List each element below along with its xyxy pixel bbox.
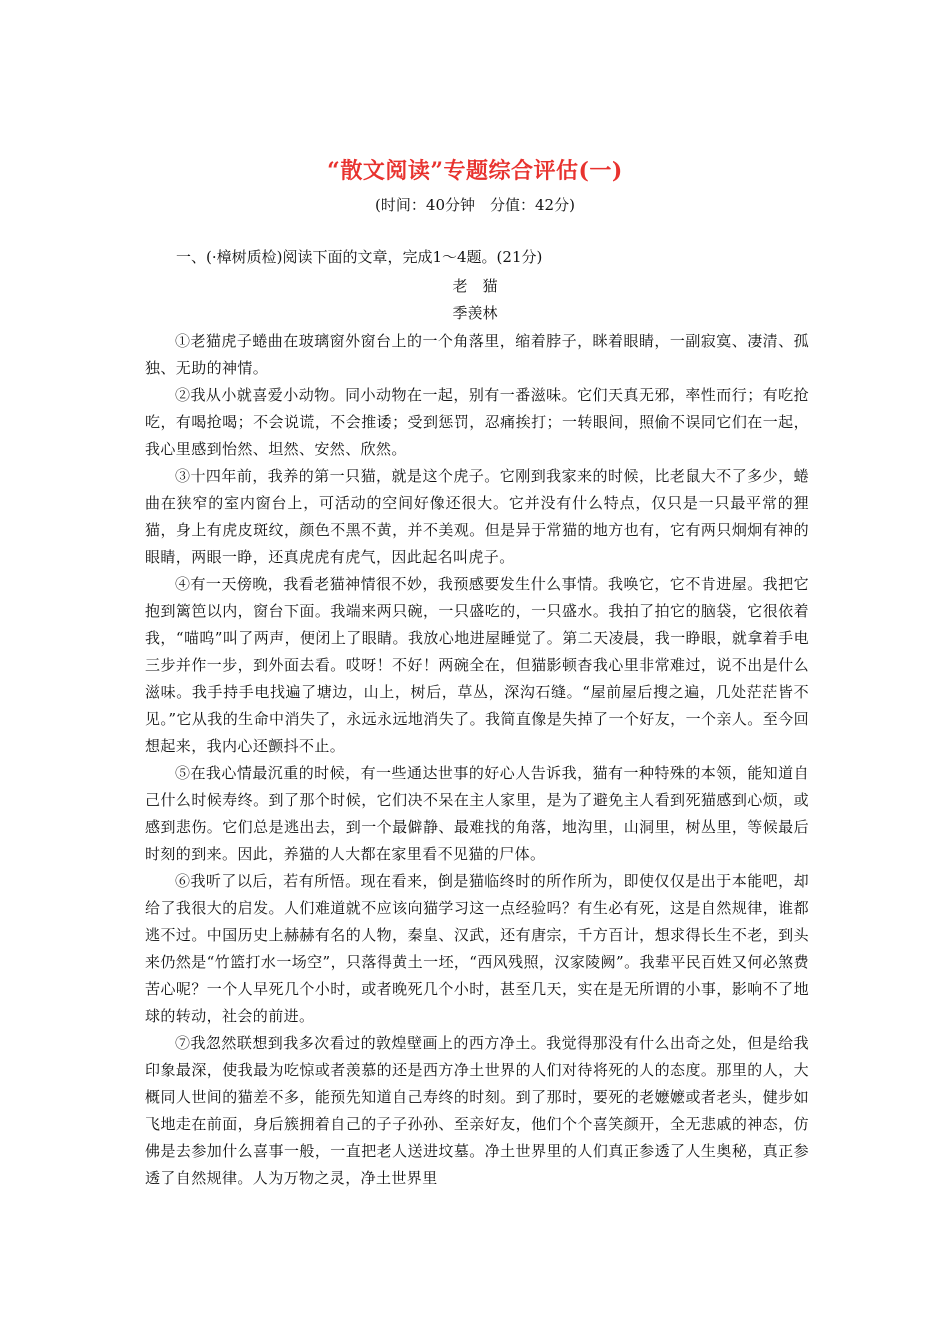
article-paragraph-3: ③十四年前，我养的第一只猫，就是这个虎子。它刚到我家来的时候，比老鼠大不了多少，蜷曲在狭窄的室内窗台上，可活动的空间好像还很大。它并没有什么特点，仅只是一只最平常的狸猫，身上有虎皮斑纹，颜色不黑不黄，并不美观。但是异于常猫的地方也有，它有两只炯炯有神的眼睛，两眼一睁，还真虎虎有虎气，因此起名叫虎子。 [145, 467, 809, 566]
article-paragraph-6: ⑥我听了以后，若有所悟。现在看来，倒是猫临终时的所作所为，即使仅仅是出于本能吧，却给了我很大的启发。人们难道就不应该向猫学习这一点经验吗？有生必有死，这是自然规律，谁都逃不过。中国历史上赫赫有名的人物，秦皇、汉武，还有唐宗，千方百计，想求得长生不老，到头来仍然是“竹篮打水一场空”，只落得黄土一坯，“西风残照，汉家陵阙”。我辈平民百姓又何必煞费苦心呢？一个人早死几个小时，或者晚死几个小时，甚至几天，实在是无所谓的小事，影响不了地球的转动，社会的前进。 [145, 872, 809, 1025]
exam-time-score-info: (时间：40分钟 分值：42分) [375, 196, 575, 214]
article-author: 季羡林 [452, 304, 498, 322]
page-title: “散文阅读”专题综合评估(一) [327, 158, 623, 184]
question-instruction: 一、(·樟树质检)阅读下面的文章，完成1～4题。(21分) [176, 248, 543, 266]
article-title: 老 猫 [452, 277, 498, 295]
article-paragraph-1: ①老猫虎子蜷曲在玻璃窗外窗台上的一个角落里，缩着脖子，眯着眼睛，一副寂寞、凄清、孤独、无助的神情。 [145, 332, 809, 377]
article-paragraph-4: ④有一天傍晚，我看老猫神情很不妙，我预感要发生什么事情。我唤它，它不肯进屋。我把它抱到篱笆以内，窗台下面。我端来两只碗，一只盛吃的，一只盛水。我拍了拍它的脑袋，它很依着我，“喵呜”叫了两声，便闭上了眼睛。我放心地进屋睡觉了。第二天凌晨，我一睁眼，就拿着手电三步并作一步，到外面去看。哎呀！不好！两碗全在，但猫影顿杳我心里非常难过，说不出是什么滋味。我手持手电找遍了塘边，山上，树后，草丛，深沟石缝。“屋前屋后搜之遍，几处茫茫皆不见。”它从我的生命中消失了，永远永远地消失了。我简直像是失掉了一个好友，一个亲人。至今回想起来，我内心还颤抖不止。 [145, 575, 809, 755]
article-paragraph-7: ⑦我忽然联想到我多次看过的敦煌壁画上的西方净土。我觉得那没有什么出奇之处，但是给我印象最深，使我最为吃惊或者羡慕的还是西方净土世界的人们对待将死的人的态度。那里的人，大概同人世间的猫差不多，能预先知道自己寿终的时刻。到了那时，要死的老嬷嬷或者老头，健步如飞地走在前面，身后簇拥着自己的子子孙孙、至亲好友，他们个个喜笑颜开，全无悲戚的神态，仿佛是去参加什么喜事一般，一直把老人送进坟墓。净土世界里的人们真正参透了人生奥秘，真正参透了自然规律。人为万物之灵，净土世界里 [145, 1034, 809, 1187]
article-paragraph-2: ②我从小就喜爱小动物。同小动物在一起，别有一番滋味。它们天真无邪，率性而行；有吃抢吃，有喝抢喝；不会说谎，不会推诿；受到惩罚，忍痛挨打；一转眼间，照偷不误同它们在一起，我心里感到怡然、坦然、安然、欣然。 [145, 386, 809, 458]
article-body [145, 328, 809, 1192]
article-paragraph-5: ⑤在我心情最沉重的时候，有一些通达世事的好心人告诉我，猫有一种特殊的本领，能知道自己什么时候寿终。到了那个时候，它们决不呆在主人家里，是为了避免主人看到死猫感到心烦，或感到悲伤。它们总是逃出去，到一个最僻静、最难找的角落，地沟里，山洞里，树丛里，等候最后时刻的到来。因此，养猫的人大都在家里看不见猫的尸体。 [145, 764, 809, 863]
